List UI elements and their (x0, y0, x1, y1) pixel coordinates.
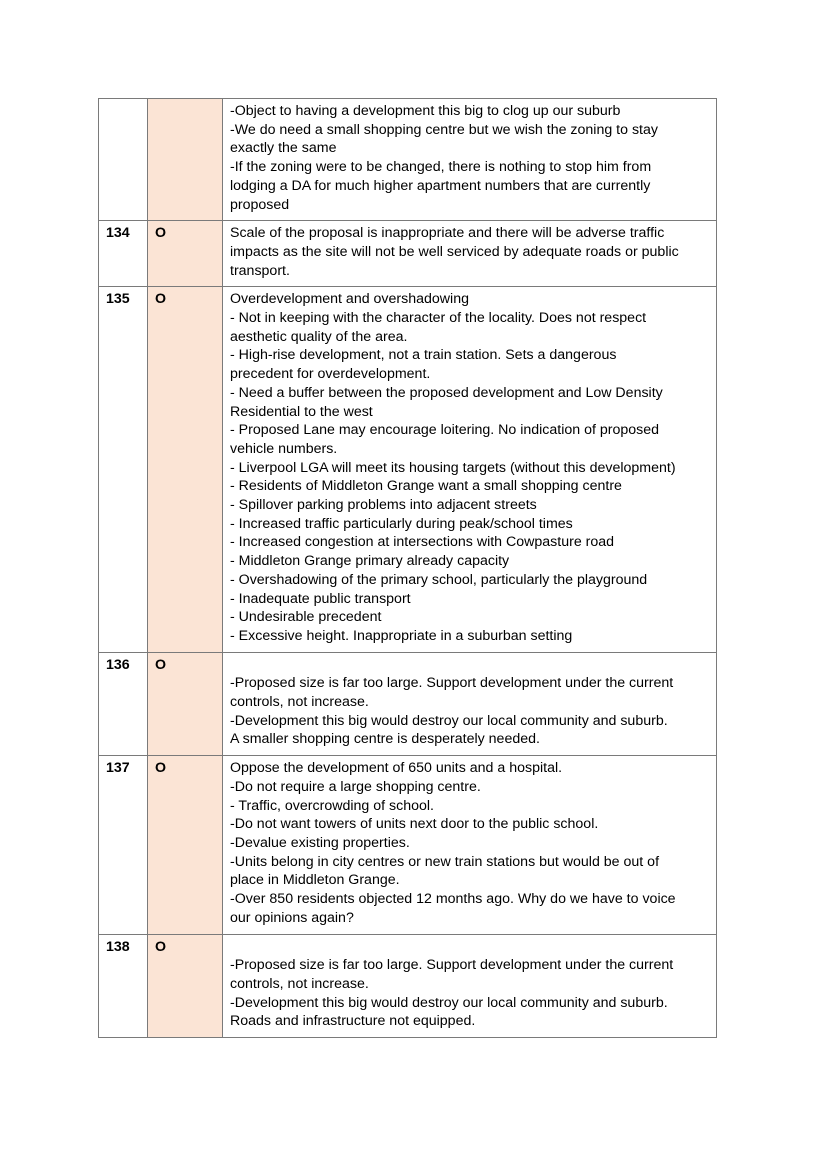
comment-line: - Spillover parking problems into adjacent streets (230, 497, 537, 514)
submission-number: 135 (99, 287, 148, 652)
comment-line: exactly the same (230, 140, 337, 157)
table-row (99, 934, 717, 1038)
submission-number (99, 99, 148, 221)
comment-line: -Over 850 residents objected 12 months ago. Why do we have to voice (230, 891, 676, 908)
comment-line: - Overshadowing of the primary school, particularly the playground (230, 571, 648, 588)
submission-comments (223, 756, 717, 934)
comment-line: Residential to the west (230, 403, 373, 420)
submission-comments (223, 99, 717, 221)
comment-line: -We do need a small shopping centre but we wish the zoning to stay (230, 121, 658, 138)
comment-line: -Do not require a large shopping centre. (230, 778, 481, 795)
submission-comments (223, 652, 717, 756)
submission-number: 137 (99, 756, 148, 934)
comment-line: -Object to having a development this big to clog up our suburb (230, 103, 621, 119)
comment-line: - Increased congestion at intersections with Cowpasture road (230, 534, 615, 551)
comment-line: A smaller shopping centre is desperately needed. (230, 731, 540, 748)
comment-line: Oppose the development of 650 units and a hospital. (230, 760, 563, 777)
comment-line: impacts as the site will not be well serviced by adequate roads or public (230, 243, 679, 260)
comment-line: - Middleton Grange primary already capacity (230, 553, 510, 570)
comment-line: - Increased traffic particularly during peak/school times (230, 515, 573, 532)
submission-position: O (148, 287, 223, 652)
blank-line (230, 656, 710, 675)
comment-line: Roads and infrastructure not equipped. (230, 1013, 476, 1030)
comment-line: - Proposed Lane may encourage loitering. No indication of proposed (230, 422, 660, 439)
comment-line: vehicle numbers. (230, 440, 338, 457)
comment-line: -Development this big would destroy our local community and suburb. (230, 712, 668, 729)
table-row (99, 287, 717, 652)
comment-line: - Liverpool LGA will meet its housing targets (without this development) (230, 459, 676, 476)
submission-position: O (148, 652, 223, 756)
comment-line: -Proposed size is far too large. Support development under the current (230, 957, 674, 974)
comment-line: -Development this big would destroy our local community and suburb. (230, 994, 668, 1011)
submission-comments (223, 287, 717, 652)
comment-line: -Devalue existing properties. (230, 835, 410, 851)
submission-comments (223, 934, 717, 1038)
comment-line: place in Middleton Grange. (230, 872, 400, 889)
blank-line (230, 938, 710, 957)
comment-line: - Traffic, overcrowding of school. (230, 797, 434, 814)
submission-number: 138 (99, 934, 148, 1038)
submission-comments (223, 221, 717, 287)
submission-position (148, 99, 223, 221)
submission-position: O (148, 934, 223, 1038)
comment-line: controls, not increase. (230, 694, 369, 711)
comment-line: controls, not increase. (230, 975, 369, 992)
comment-line: Overdevelopment and overshadowing (230, 291, 469, 308)
comment-line: - Inadequate public transport (230, 590, 411, 607)
comment-line: aesthetic quality of the area. (230, 328, 408, 345)
submission-number: 136 (99, 652, 148, 756)
table-row (99, 756, 717, 934)
comment-line: - High-rise development, not a train station. Sets a dangerous (230, 347, 617, 364)
submission-number: 134 (99, 221, 148, 287)
comment-line: -Do not want towers of units next door to the public school. (230, 816, 599, 833)
comment-line: lodging a DA for much higher apartment numbers that are currently (230, 177, 651, 194)
table-row (99, 99, 717, 221)
comment-line: - Not in keeping with the character of the locality. Does not respect (230, 310, 647, 327)
comment-line: -Units belong in city centres or new train stations but would be out of (230, 853, 660, 870)
comment-line: - Residents of Middleton Grange want a small shopping centre (230, 478, 622, 495)
comment-line: -Proposed size is far too large. Support development under the current (230, 675, 674, 692)
submission-position: O (148, 756, 223, 934)
table-row (99, 221, 717, 287)
submission-position: O (148, 221, 223, 287)
comment-line: proposed (230, 196, 290, 213)
comment-line: - Undesirable precedent (230, 609, 382, 626)
comment-line: -If the zoning were to be changed, there is nothing to stop him from (230, 159, 652, 176)
submissions-table (98, 98, 717, 1038)
comment-line: - Excessive height. Inappropriate in a suburban setting (230, 627, 573, 644)
comment-line: Scale of the proposal is inappropriate and there will be adverse traffic (230, 225, 665, 242)
comment-line: - Need a buffer between the proposed development and Low Density (230, 384, 663, 401)
submissions-table-body (99, 99, 717, 1038)
table-row (99, 652, 717, 756)
comment-line: transport. (230, 262, 290, 279)
comment-line: precedent for overdevelopment. (230, 366, 431, 383)
comment-line: our opinions again? (230, 909, 354, 926)
